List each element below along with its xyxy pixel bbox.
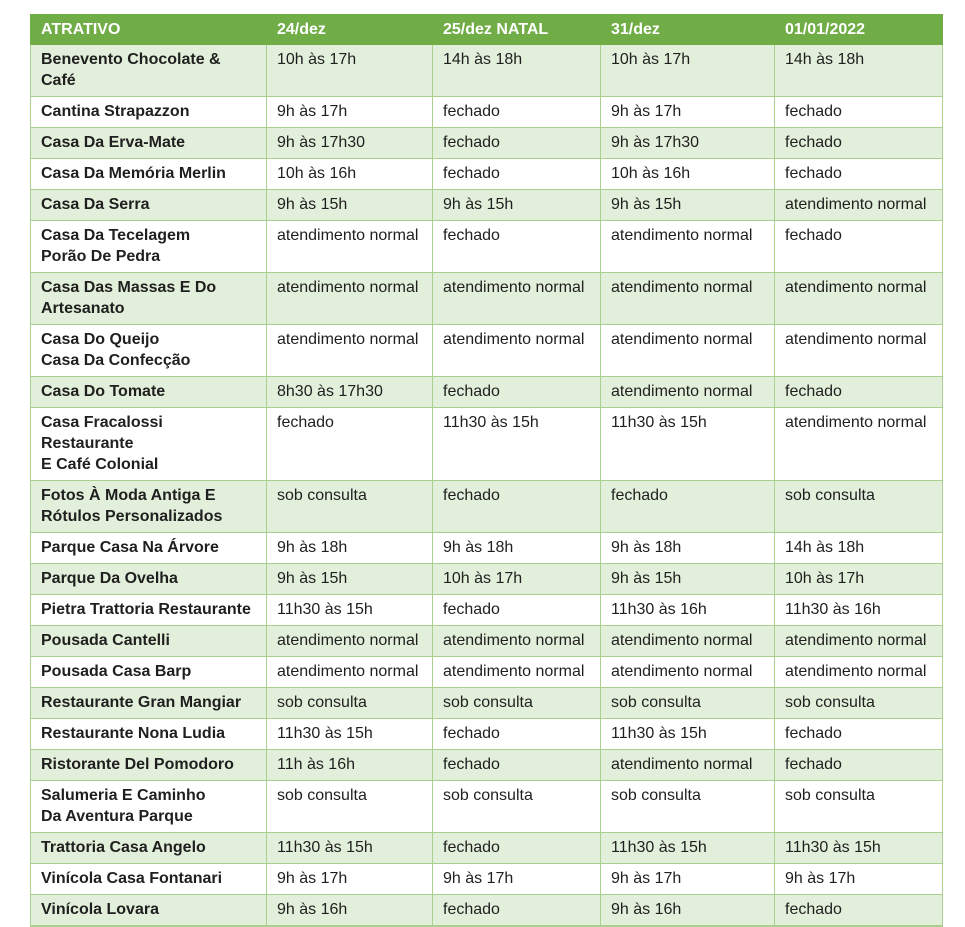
- hours-dec-31: 11h30 às 15h: [601, 408, 775, 481]
- hours-dec-24: 9h às 15h: [267, 190, 433, 221]
- hours-jan-01: 11h30 às 15h: [775, 833, 943, 864]
- hours-dec-25: fechado: [433, 97, 601, 128]
- hours-dec-31: 9h às 17h: [601, 97, 775, 128]
- table-body: [31, 45, 943, 927]
- hours-dec-24: atendimento normal: [267, 221, 433, 273]
- table-row: [31, 533, 943, 564]
- table-row: [31, 190, 943, 221]
- hours-dec-31: atendimento normal: [601, 750, 775, 781]
- hours-dec-24: 10h às 16h: [267, 159, 433, 190]
- attraction-name: Casa Da Memória Merlin: [31, 159, 267, 190]
- hours-dec-25: 9h às 18h: [433, 533, 601, 564]
- hours-jan-01: fechado: [775, 750, 943, 781]
- hours-dec-25: 11h30 às 15h: [433, 408, 601, 481]
- attraction-name: Casa Do Tomate: [31, 377, 267, 408]
- attraction-name: Vinícola Casa Fontanari: [31, 864, 267, 895]
- table-header: [31, 15, 943, 45]
- hours-jan-01: atendimento normal: [775, 626, 943, 657]
- hours-dec-25: fechado: [433, 377, 601, 408]
- hours-dec-25: sob consulta: [433, 781, 601, 833]
- hours-jan-01: 11h30 às 16h: [775, 595, 943, 626]
- hours-dec-31: 9h às 17h: [601, 864, 775, 895]
- hours-dec-25: 10h às 17h: [433, 564, 601, 595]
- hours-dec-24: sob consulta: [267, 781, 433, 833]
- hours-dec-31: atendimento normal: [601, 273, 775, 325]
- attraction-name: Restaurante Gran Mangiar: [31, 688, 267, 719]
- hours-dec-31: atendimento normal: [601, 377, 775, 408]
- attraction-name: Pousada Cantelli: [31, 626, 267, 657]
- attraction-name: Ristorante Del Pomodoro: [31, 750, 267, 781]
- table-row: [31, 159, 943, 190]
- hours-dec-31: 11h30 às 16h: [601, 595, 775, 626]
- table-row: [31, 128, 943, 159]
- hours-dec-25: 9h às 15h: [433, 190, 601, 221]
- hours-jan-01: atendimento normal: [775, 657, 943, 688]
- hours-dec-25: fechado: [433, 895, 601, 927]
- attraction-name: Vinícola Lovara: [31, 895, 267, 927]
- hours-dec-25: fechado: [433, 159, 601, 190]
- hours-dec-24: 9h às 15h: [267, 564, 433, 595]
- hours-dec-25: 14h às 18h: [433, 45, 601, 97]
- hours-dec-25: atendimento normal: [433, 626, 601, 657]
- hours-dec-31: fechado: [601, 481, 775, 533]
- hours-jan-01: fechado: [775, 221, 943, 273]
- hours-dec-31: atendimento normal: [601, 626, 775, 657]
- table-row: [31, 221, 943, 273]
- hours-dec-24: 11h30 às 15h: [267, 719, 433, 750]
- table-row: [31, 408, 943, 481]
- hours-dec-24: atendimento normal: [267, 273, 433, 325]
- header-dec-31: 31/dez: [601, 15, 775, 45]
- attraction-name: Restaurante Nona Ludia: [31, 719, 267, 750]
- header-jan-01-2022: 01/01/2022: [775, 15, 943, 45]
- hours-dec-31: 9h às 16h: [601, 895, 775, 927]
- hours-dec-25: fechado: [433, 595, 601, 626]
- attraction-name: Pietra Trattoria Restaurante: [31, 595, 267, 626]
- hours-dec-24: 9h às 18h: [267, 533, 433, 564]
- attraction-name: Casa Das Massas E Do Artesanato: [31, 273, 267, 325]
- hours-dec-31: 9h às 15h: [601, 564, 775, 595]
- hours-dec-25: fechado: [433, 833, 601, 864]
- attraction-name: Casa Da Erva-Mate: [31, 128, 267, 159]
- hours-jan-01: atendimento normal: [775, 273, 943, 325]
- table-row: [31, 45, 943, 97]
- table-row: [31, 97, 943, 128]
- table-row: [31, 833, 943, 864]
- hours-dec-25: fechado: [433, 750, 601, 781]
- header-attraction: ATRATIVO: [31, 15, 267, 45]
- header-row: [31, 15, 943, 45]
- hours-dec-31: 9h às 18h: [601, 533, 775, 564]
- hours-jan-01: fechado: [775, 97, 943, 128]
- hours-jan-01: 9h às 17h: [775, 864, 943, 895]
- hours-dec-25: atendimento normal: [433, 273, 601, 325]
- hours-jan-01: fechado: [775, 719, 943, 750]
- table-row: [31, 564, 943, 595]
- attraction-name: Parque Da Ovelha: [31, 564, 267, 595]
- table-row: [31, 595, 943, 626]
- attraction-name: Fotos À Moda Antiga E Rótulos Personalizados: [31, 481, 267, 533]
- table-row: [31, 750, 943, 781]
- hours-dec-24: 8h30 às 17h30: [267, 377, 433, 408]
- hours-dec-24: 9h às 16h: [267, 895, 433, 927]
- hours-dec-24: fechado: [267, 408, 433, 481]
- hours-dec-24: atendimento normal: [267, 657, 433, 688]
- hours-dec-31: atendimento normal: [601, 657, 775, 688]
- hours-jan-01: atendimento normal: [775, 408, 943, 481]
- table-row: [31, 688, 943, 719]
- table-row: [31, 325, 943, 377]
- hours-jan-01: 10h às 17h: [775, 564, 943, 595]
- hours-dec-31: sob consulta: [601, 688, 775, 719]
- hours-dec-24: atendimento normal: [267, 325, 433, 377]
- attraction-name: Casa Fracalossi Restaurante E Café Colonial: [31, 408, 267, 481]
- hours-dec-24: 11h30 às 15h: [267, 833, 433, 864]
- table-row: [31, 481, 943, 533]
- hours-dec-24: sob consulta: [267, 688, 433, 719]
- attraction-name: Benevento Chocolate & Café: [31, 45, 267, 97]
- hours-dec-24: 10h às 17h: [267, 45, 433, 97]
- hours-dec-24: 11h30 às 15h: [267, 595, 433, 626]
- hours-dec-25: fechado: [433, 128, 601, 159]
- hours-jan-01: sob consulta: [775, 688, 943, 719]
- schedule-table: [30, 14, 943, 927]
- hours-jan-01: atendimento normal: [775, 325, 943, 377]
- table-row: [31, 626, 943, 657]
- hours-dec-24: 11h às 16h: [267, 750, 433, 781]
- hours-dec-25: fechado: [433, 481, 601, 533]
- table-row: [31, 719, 943, 750]
- hours-jan-01: sob consulta: [775, 781, 943, 833]
- hours-dec-24: 9h às 17h30: [267, 128, 433, 159]
- hours-dec-31: 10h às 16h: [601, 159, 775, 190]
- attraction-name: Parque Casa Na Árvore: [31, 533, 267, 564]
- hours-dec-31: 11h30 às 15h: [601, 833, 775, 864]
- hours-dec-24: 9h às 17h: [267, 864, 433, 895]
- hours-jan-01: atendimento normal: [775, 190, 943, 221]
- hours-dec-24: 9h às 17h: [267, 97, 433, 128]
- hours-dec-25: atendimento normal: [433, 657, 601, 688]
- header-dec-24: 24/dez: [267, 15, 433, 45]
- hours-dec-31: 9h às 15h: [601, 190, 775, 221]
- attraction-name: Salumeria E Caminho Da Aventura Parque: [31, 781, 267, 833]
- attraction-name: Casa Da Serra: [31, 190, 267, 221]
- attraction-name: Cantina Strapazzon: [31, 97, 267, 128]
- attraction-name: Casa Do Queijo Casa Da Confecção: [31, 325, 267, 377]
- table-row: [31, 895, 943, 927]
- hours-jan-01: 14h às 18h: [775, 533, 943, 564]
- hours-dec-31: atendimento normal: [601, 325, 775, 377]
- hours-dec-25: atendimento normal: [433, 325, 601, 377]
- hours-dec-31: sob consulta: [601, 781, 775, 833]
- hours-dec-25: fechado: [433, 719, 601, 750]
- table-row: [31, 781, 943, 833]
- header-dec-25-christmas: 25/dez NATAL: [433, 15, 601, 45]
- table-row: [31, 864, 943, 895]
- table-row: [31, 657, 943, 688]
- hours-dec-25: fechado: [433, 221, 601, 273]
- hours-jan-01: fechado: [775, 159, 943, 190]
- table-row: [31, 377, 943, 408]
- hours-jan-01: sob consulta: [775, 481, 943, 533]
- hours-jan-01: 14h às 18h: [775, 45, 943, 97]
- hours-dec-31: atendimento normal: [601, 221, 775, 273]
- hours-dec-24: sob consulta: [267, 481, 433, 533]
- hours-dec-25: sob consulta: [433, 688, 601, 719]
- hours-jan-01: fechado: [775, 377, 943, 408]
- attraction-name: Trattoria Casa Angelo: [31, 833, 267, 864]
- table-row: [31, 273, 943, 325]
- hours-dec-31: 9h às 17h30: [601, 128, 775, 159]
- hours-dec-24: atendimento normal: [267, 626, 433, 657]
- attraction-name: Casa Da Tecelagem Porão De Pedra: [31, 221, 267, 273]
- hours-jan-01: fechado: [775, 128, 943, 159]
- hours-dec-31: 11h30 às 15h: [601, 719, 775, 750]
- attraction-name: Pousada Casa Barp: [31, 657, 267, 688]
- hours-jan-01: fechado: [775, 895, 943, 927]
- hours-dec-31: 10h às 17h: [601, 45, 775, 97]
- hours-dec-25: 9h às 17h: [433, 864, 601, 895]
